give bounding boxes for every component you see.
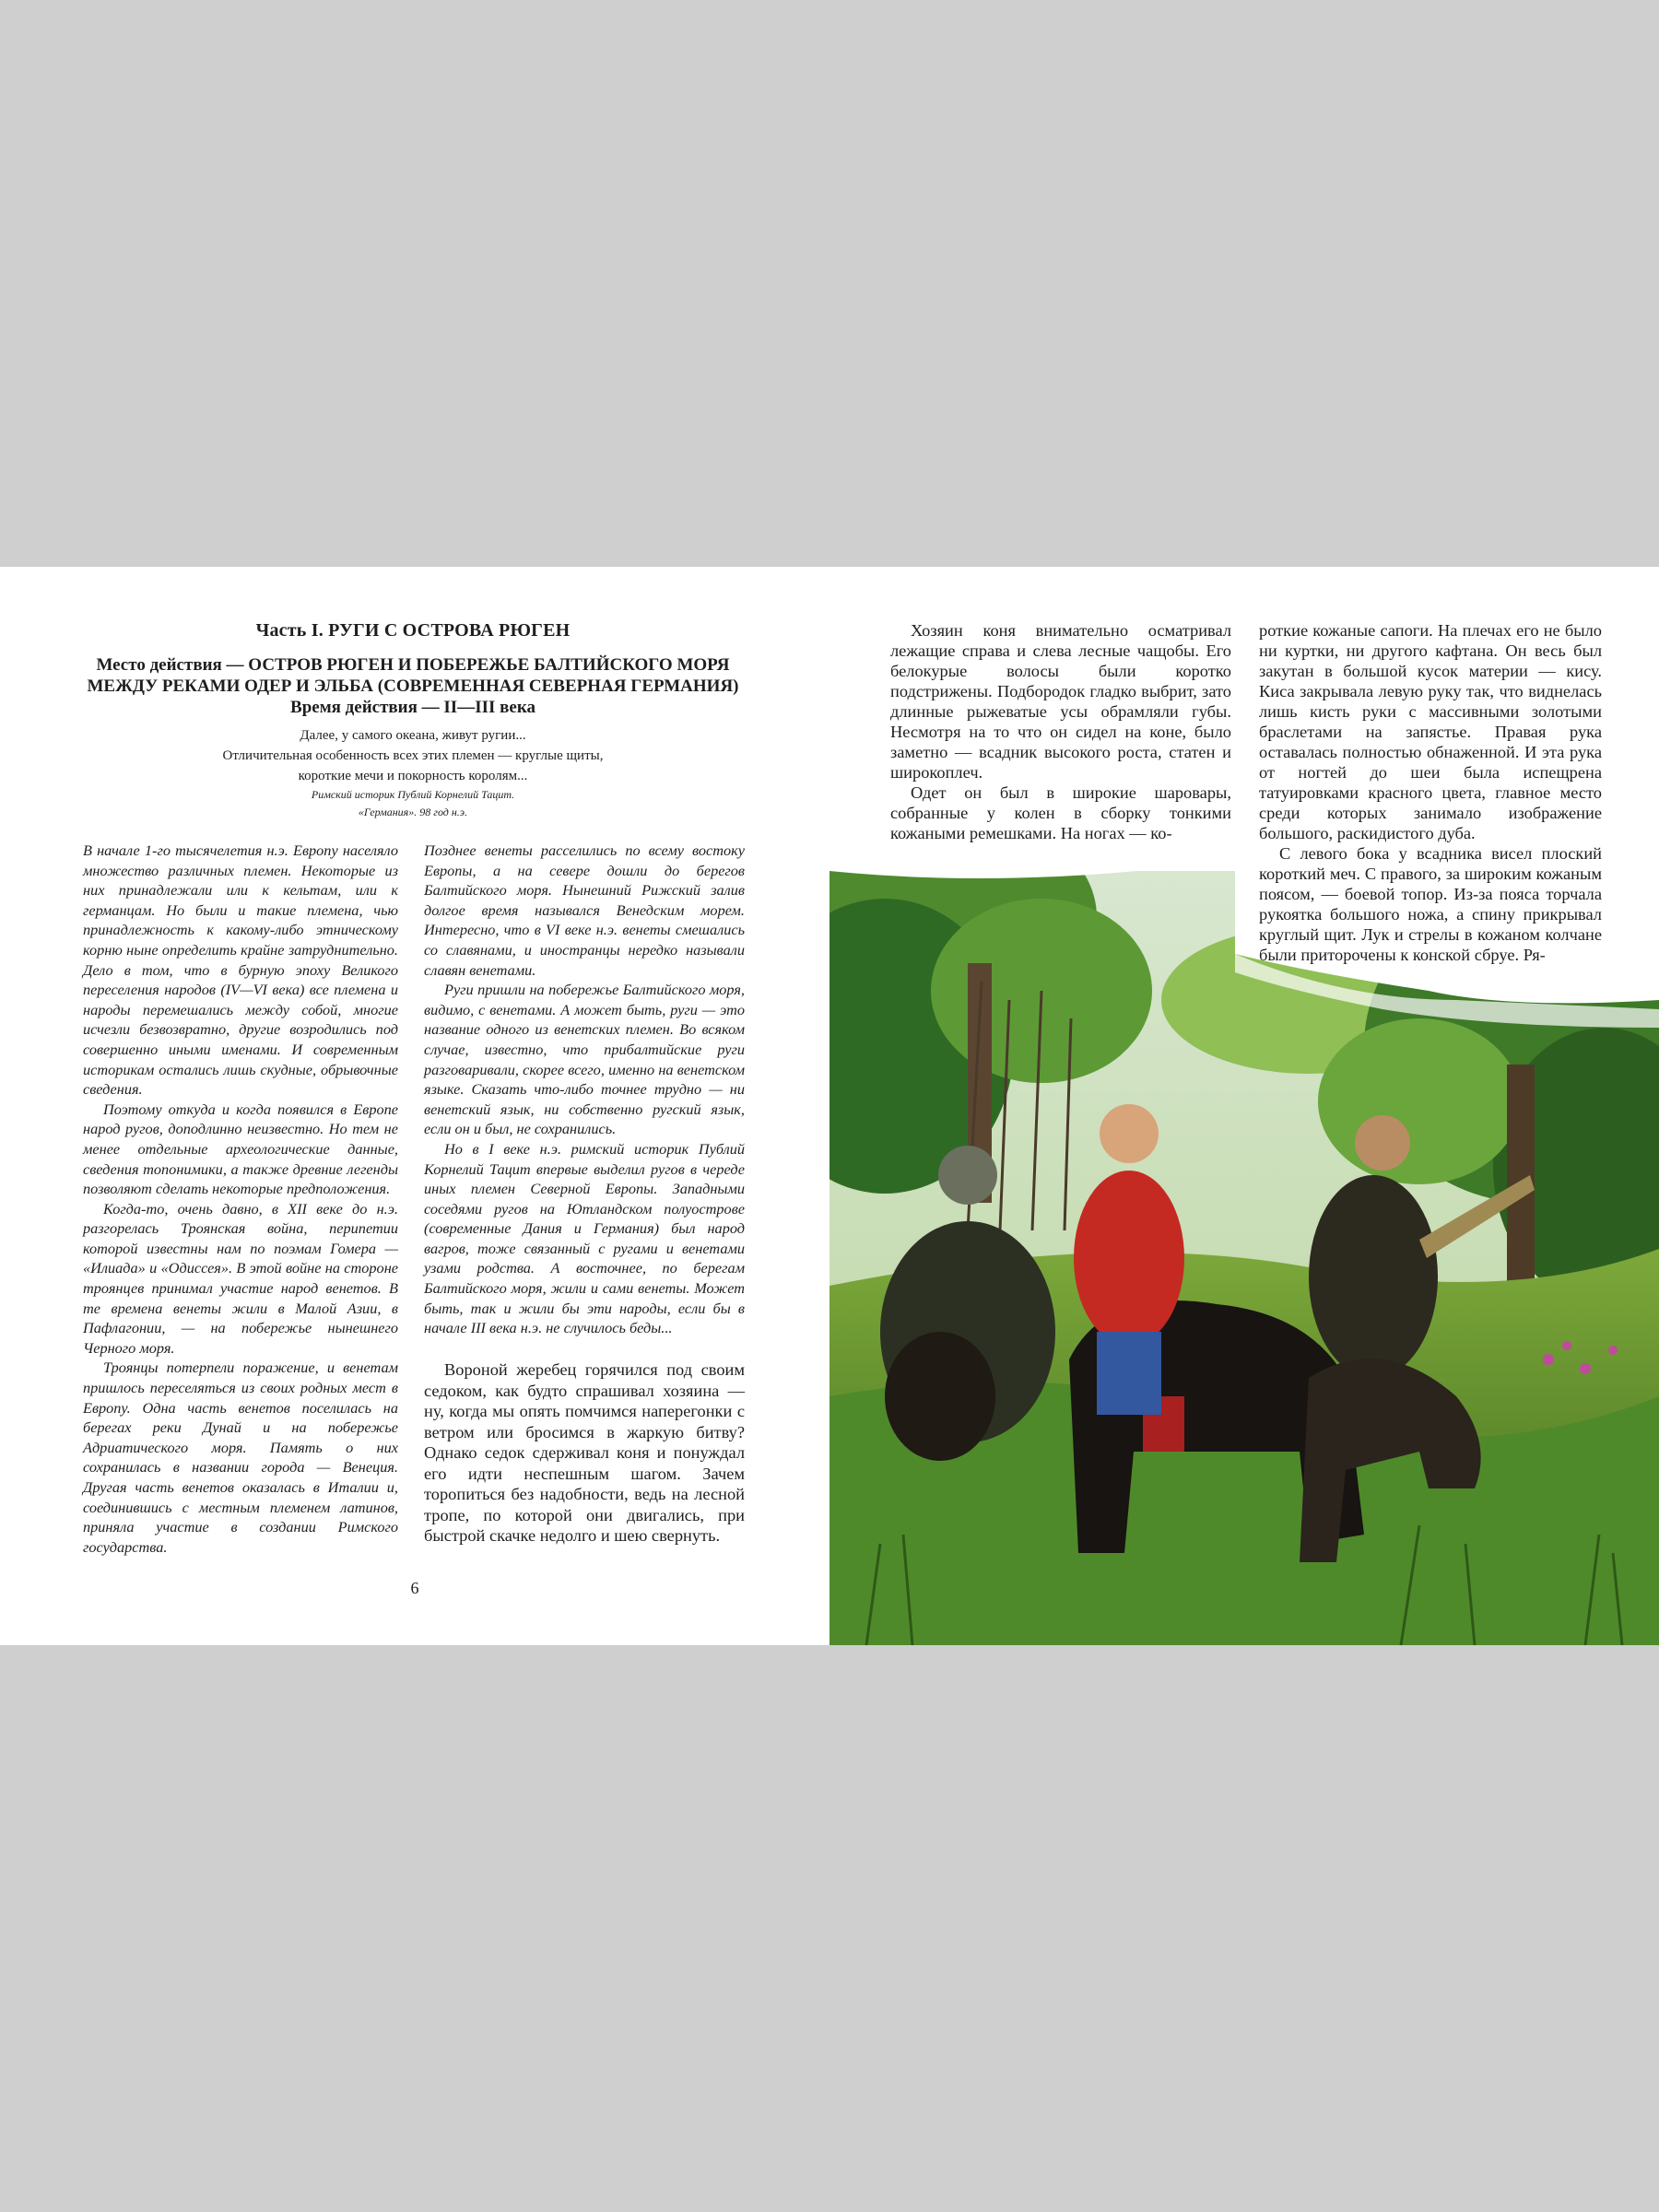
left-page bbox=[0, 567, 830, 1645]
paragraph: Поэтому откуда и когда появился в Европе народ ругов, доподлинно неизвестно. Но тем не менее отдельные археологические данные, сведения топонимики, а также древние легенды позволяют сделать некоторые предположения. bbox=[83, 1100, 398, 1198]
epigraph-source-1: Римский историк Публий Корнелий Тацит. bbox=[311, 788, 515, 801]
paragraph: Троянцы потерпели поражение, и венетам пришлось переселяться из своих родных мест в Европу. Одна часть венетов поселилась на берегах реки Дунай и на побережье Адриатического моря. Память о них сохранилась в названии города — Венеция. Другая часть венетов оказалась в Италии и, соединившись с местным племенем латинов, приняла участие в создании Римского государства. bbox=[83, 1359, 398, 1556]
book-spread bbox=[0, 567, 1659, 1645]
paragraph: В начале 1-го тысячелетия н.э. Европу населяло множество различных племен. Некоторые из них принадлежали или к кельтам, или к германцам. Но были и такие племена, чью принадлежность к какому-либо этническому корню ныне определить крайне затруднительно. Дело в том, что в бурную эпоху Великого переселения народов (IV—VI века) все племена и народы перемешались между собой, многие исчезли безвозвратно, другие возродились под совершенно иными именами. И современным историкам остались лишь скудные, обрывочные сведения. bbox=[83, 841, 398, 1099]
paragraph: Одет он был в широкие шаровары, собранные у колен в сборку тонкими кожаными ремешками. На ногах — ко- bbox=[890, 783, 1231, 842]
paragraph: Вороной жеребец горячился под своим седоком, как будто спрашивал хозяина — ну, когда мы опять помчимся наперегонки с ветром или бросимся в жаркую битву? Однако седок сдерживал коня и понуждал его идти неспешным шагом. Зачем торопиться без надобности, ведь на лесной тропе, по которой они двигались, при быстрой скачке недолго и шею свернуть. bbox=[424, 1360, 745, 1545]
right-column-2 bbox=[1259, 620, 1602, 965]
right-column-1 bbox=[890, 620, 1231, 843]
epigraph-line-3: короткие мечи и покорность королям... bbox=[298, 769, 528, 783]
page-number: 6 bbox=[410, 1579, 419, 1597]
setting-heading bbox=[81, 654, 745, 718]
right-page bbox=[830, 567, 1659, 1645]
paragraph: роткие кожаные сапоги. На плечах его не было ни куртки, ни другого кафтана. Он весь был закутан в большой кусок материи — кису. Киса закрывала левую руку так, что виднелась лишь кисть руки с массивными золотыми браслетами на запястье. Правая рука оставалась полностью обнаженной. И эта рука от ногтей до шеи была испещрена татуировками красного цвета, главное место среди которых занимало изображение большого, раскидистого дуба. bbox=[1259, 621, 1602, 842]
paragraph: С левого бока у всадника висел плоский короткий меч. С правого, за широким кожаным поясом, — боевой топор. Из-за пояса торчала рукоятка большого ножа, а спину прикрывал круглый щит. Лук и стрелы в кожаном колчане были приторочены к конской сбруе. Ря- bbox=[1259, 844, 1602, 964]
left-column-2 bbox=[424, 841, 745, 1338]
paragraph: Позднее венеты расселились по всему востоку Европы, а на севере дошли до берегов Балтийского моря. Нынешний Рижский залив долгое время назывался Венедским морем. Интересно, что в VI веке н.э. венеты смешались со славянами, и иностранцы нередко называли славян венетами. bbox=[424, 841, 745, 979]
time-line: Время действия — II—III века bbox=[290, 698, 535, 717]
paragraph: Когда-то, очень давно, в XII веке до н.э. разгорелась Троянская война, перипетии которой известны нам по поэмам Гомера — «Илиада» и «Одиссея». В этой войне на стороне троянцев принимал участие народ венетов. В те времена венеты жили в Малой Азии, в Пафлагонии, — на побережье нынешнего Черного моря. bbox=[83, 1199, 398, 1357]
setting-line-1: Место действия — ОСТРОВ РЮГЕН И ПОБЕРЕЖЬЕ БАЛТИЙСКОГО МОРЯ bbox=[96, 655, 730, 675]
epigraph-source-2: «Германия». 98 год н.э. bbox=[358, 806, 468, 818]
story-opening bbox=[424, 1359, 745, 1547]
paragraph: Но в I веке н.э. римский историк Публий Корнелий Тацит впервые выделил ругов в череде иных племен Северной Европы. Западными соседями ругов на Ютландском полуострове (современные Дания и Германия) был народ вагров, тоже связанный с ругами и венетами узами родства. А восточнее, по берегам Балтийского моря, жили и сами венеты. Может быть, так и жили бы эти народы, если бы в начале III века н.э. не случилось беды... bbox=[424, 1139, 745, 1337]
setting-line-2: МЕЖДУ РЕКАМИ ОДЕР И ЭЛЬБА (СОВРЕМЕННАЯ СЕВЕРНАЯ ГЕРМАНИЯ) bbox=[87, 677, 739, 696]
epigraph-line-1: Далее, у самого океана, живут ругии... bbox=[300, 728, 526, 743]
epigraph-line-2: Отличительная особенность всех этих племен — круглые щиты, bbox=[222, 748, 604, 763]
part-title: Часть I. РУГИ С ОСТРОВА РЮГЕН bbox=[255, 620, 571, 641]
left-column-1 bbox=[83, 841, 398, 1557]
epigraph bbox=[81, 725, 745, 821]
paragraph: Руги пришли на побережье Балтийского моря, видимо, с венетами. А может быть, руги — это название одного из венетских племен. Во всяком случае, известно, что прибалтийские руги разговаривали, скорее всего, именно на венетском языке. Сказать что-либо точнее трудно — ни венетский язык, ни собственно ругский язык, если он и был, не сохранились. bbox=[424, 981, 745, 1138]
paragraph: Хозяин коня внимательно осматривал лежащие справа и слева лесные чащобы. Его белокурые волосы были коротко подстрижены. Подбородок гладко выбрит, зато длинные рыжеватые усы обрамляли губы. Несмотря на то что он сидел на коне, было заметно — всадник высокого роста, статен и широкоплеч. bbox=[890, 621, 1231, 782]
